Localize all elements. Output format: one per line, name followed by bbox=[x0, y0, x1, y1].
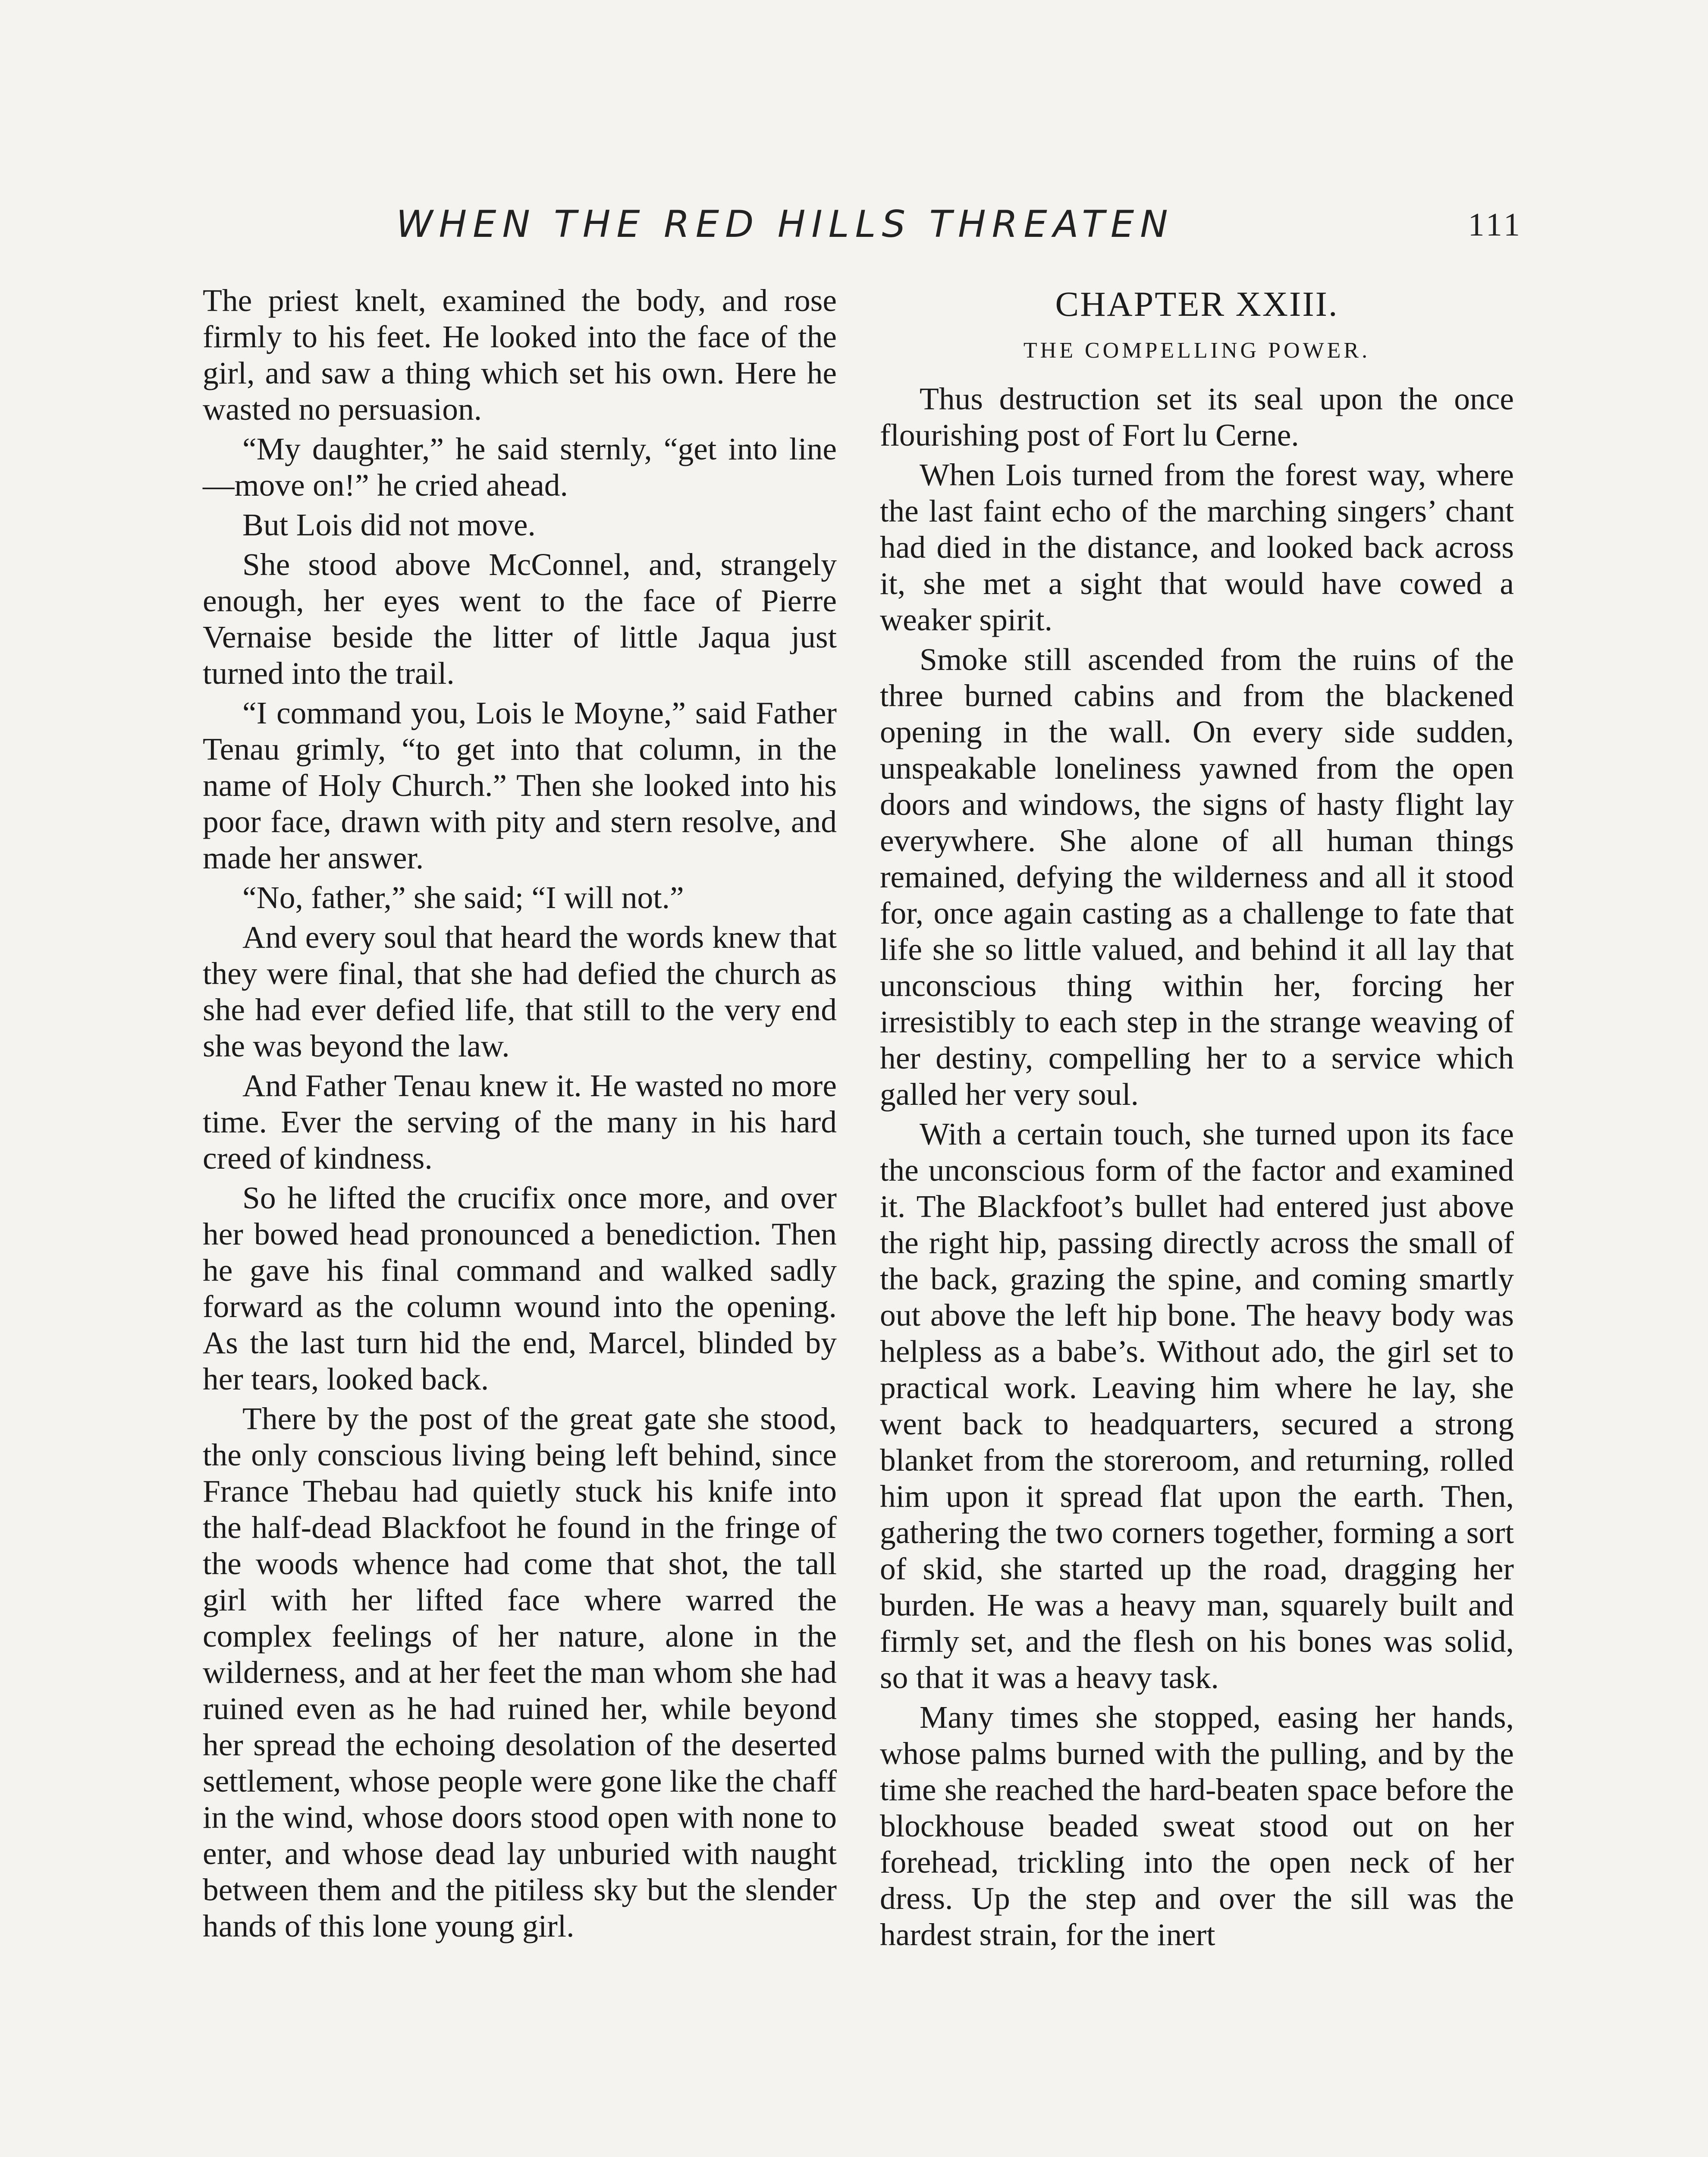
page-number: 111 bbox=[1468, 207, 1523, 243]
paragraph: The priest knelt, examined the body, and rose firmly to his feet. He looked into the face of the girl, and saw a thing which set his own. Here he wasted no persuasion. bbox=[203, 283, 837, 427]
paragraph: She stood above McConnel, and, strangely enough, her eyes went to the face of Pierre Vernaise beside the litter of little Jaqua just turned into the trail. bbox=[203, 547, 837, 691]
paragraph: Many times she stopped, easing her hands, whose palms burned with the pulling, and by the time she reached the hard-beaten space before the blockhouse beaded sweat stood out on her forehead, trickling into the open neck of her dress. Up the step and over the sill was the hardest strain, for the inert bbox=[880, 1700, 1514, 1952]
chapter-subtitle: THE COMPELLING POWER. bbox=[1023, 338, 1371, 363]
paragraph: But Lois did not move. bbox=[242, 507, 536, 542]
paragraph: Smoke still ascended from the ruins of the three burned cabins and from the blackened opening in the wall. On every side sudden, unspeakable loneliness yawned from the open doors and windows, the signs of hasty flight lay everywhere. She alone of all human things remained, defying the wilderness and all it stood for, once again casting as a challenge to fate that life she so little valued, and behind it all lay that unconscious thing within her, forcing her irresistibly to each step in the strange weaving of her destiny, compelling her to a service which galled her very soul. bbox=[880, 642, 1514, 1112]
paragraph: There by the post of the great gate she stood, the only conscious living being left behind, since France Thebau had quietly stuck his knife into the half-dead Blackfoot he found in the fringe of the woods whence had come that shot, the tall girl with her lifted face where warred the complex feelings of her nature, alone in the wilderness, and at her feet the man whom she had ruined even as he had ruined her, while beyond her spread the echoing desolation of the deserted settlement, whose people were gone like the chaff in the wind, whose doors stood open with none to enter, and whose dead lay unburied with naught between them and the pitiless sky but the slender hands of this lone young girl. bbox=[203, 1401, 837, 1943]
paragraph: And every soul that heard the words knew that they were final, that she had defied the church as she had ever defied life, that still to the very end she was beyond the law. bbox=[203, 920, 837, 1063]
page-header bbox=[203, 203, 1523, 263]
paragraph: “I command you, Lois le Moyne,” said Father Tenau grimly, “to get into that column, in the name of Holy Church.” Then she looked into his poor face, drawn with pity and stern resolve, and made her answer. bbox=[203, 695, 837, 875]
paragraph: Thus destruction set its seal upon the once flourishing post of Fort lu Cerne. bbox=[880, 381, 1514, 453]
paragraph: When Lois turned from the forest way, where the last faint echo of the marching singers’ chant had died in the distance, and looked back across it, she met a sight that would have cowed a weaker spirit. bbox=[880, 457, 1514, 637]
paragraph: With a certain touch, she turned upon its face the unconscious form of the factor and examined it. The Blackfoot’s bullet had entered just above the right hip, passing directly across the small of the back, grazing the spine, and coming smartly out above the left hip bone. The heavy body was helpless as a babe’s. Without ado, the girl set to practical work. Leaving him where he lay, she went back to headquarters, secured a strong blanket from the storeroom, and returning, rolled him upon it spread flat upon the earth. Then, gathering the two corners together, forming a sort of skid, she started up the road, dragging her burden. He was a heavy man, squarely built and firmly set, and the flesh on his bones was solid, so that it was a heavy task. bbox=[880, 1116, 1514, 1695]
running-head: WHEN THE RED HILLS THREATEN bbox=[396, 203, 1174, 246]
paragraph: “No, father,” she said; “I will not.” bbox=[242, 880, 684, 915]
chapter-title: CHAPTER XXIII. bbox=[1055, 284, 1339, 324]
left-column bbox=[203, 283, 837, 1948]
paragraph: “My daughter,” he said sternly, “get into line—move on!” he cried ahead. bbox=[203, 431, 837, 503]
paragraph: And Father Tenau knew it. He wasted no more time. Ever the serving of the many in his hard creed of kindness. bbox=[203, 1068, 837, 1176]
paragraph: So he lifted the crucifix once more, and over her bowed head pronounced a benediction. Then he gave his final command and walked sadly forward as the column wound into the opening. As the last turn hid the end, Marcel, blinded by her tears, looked back. bbox=[203, 1180, 837, 1396]
right-column bbox=[880, 283, 1514, 1956]
